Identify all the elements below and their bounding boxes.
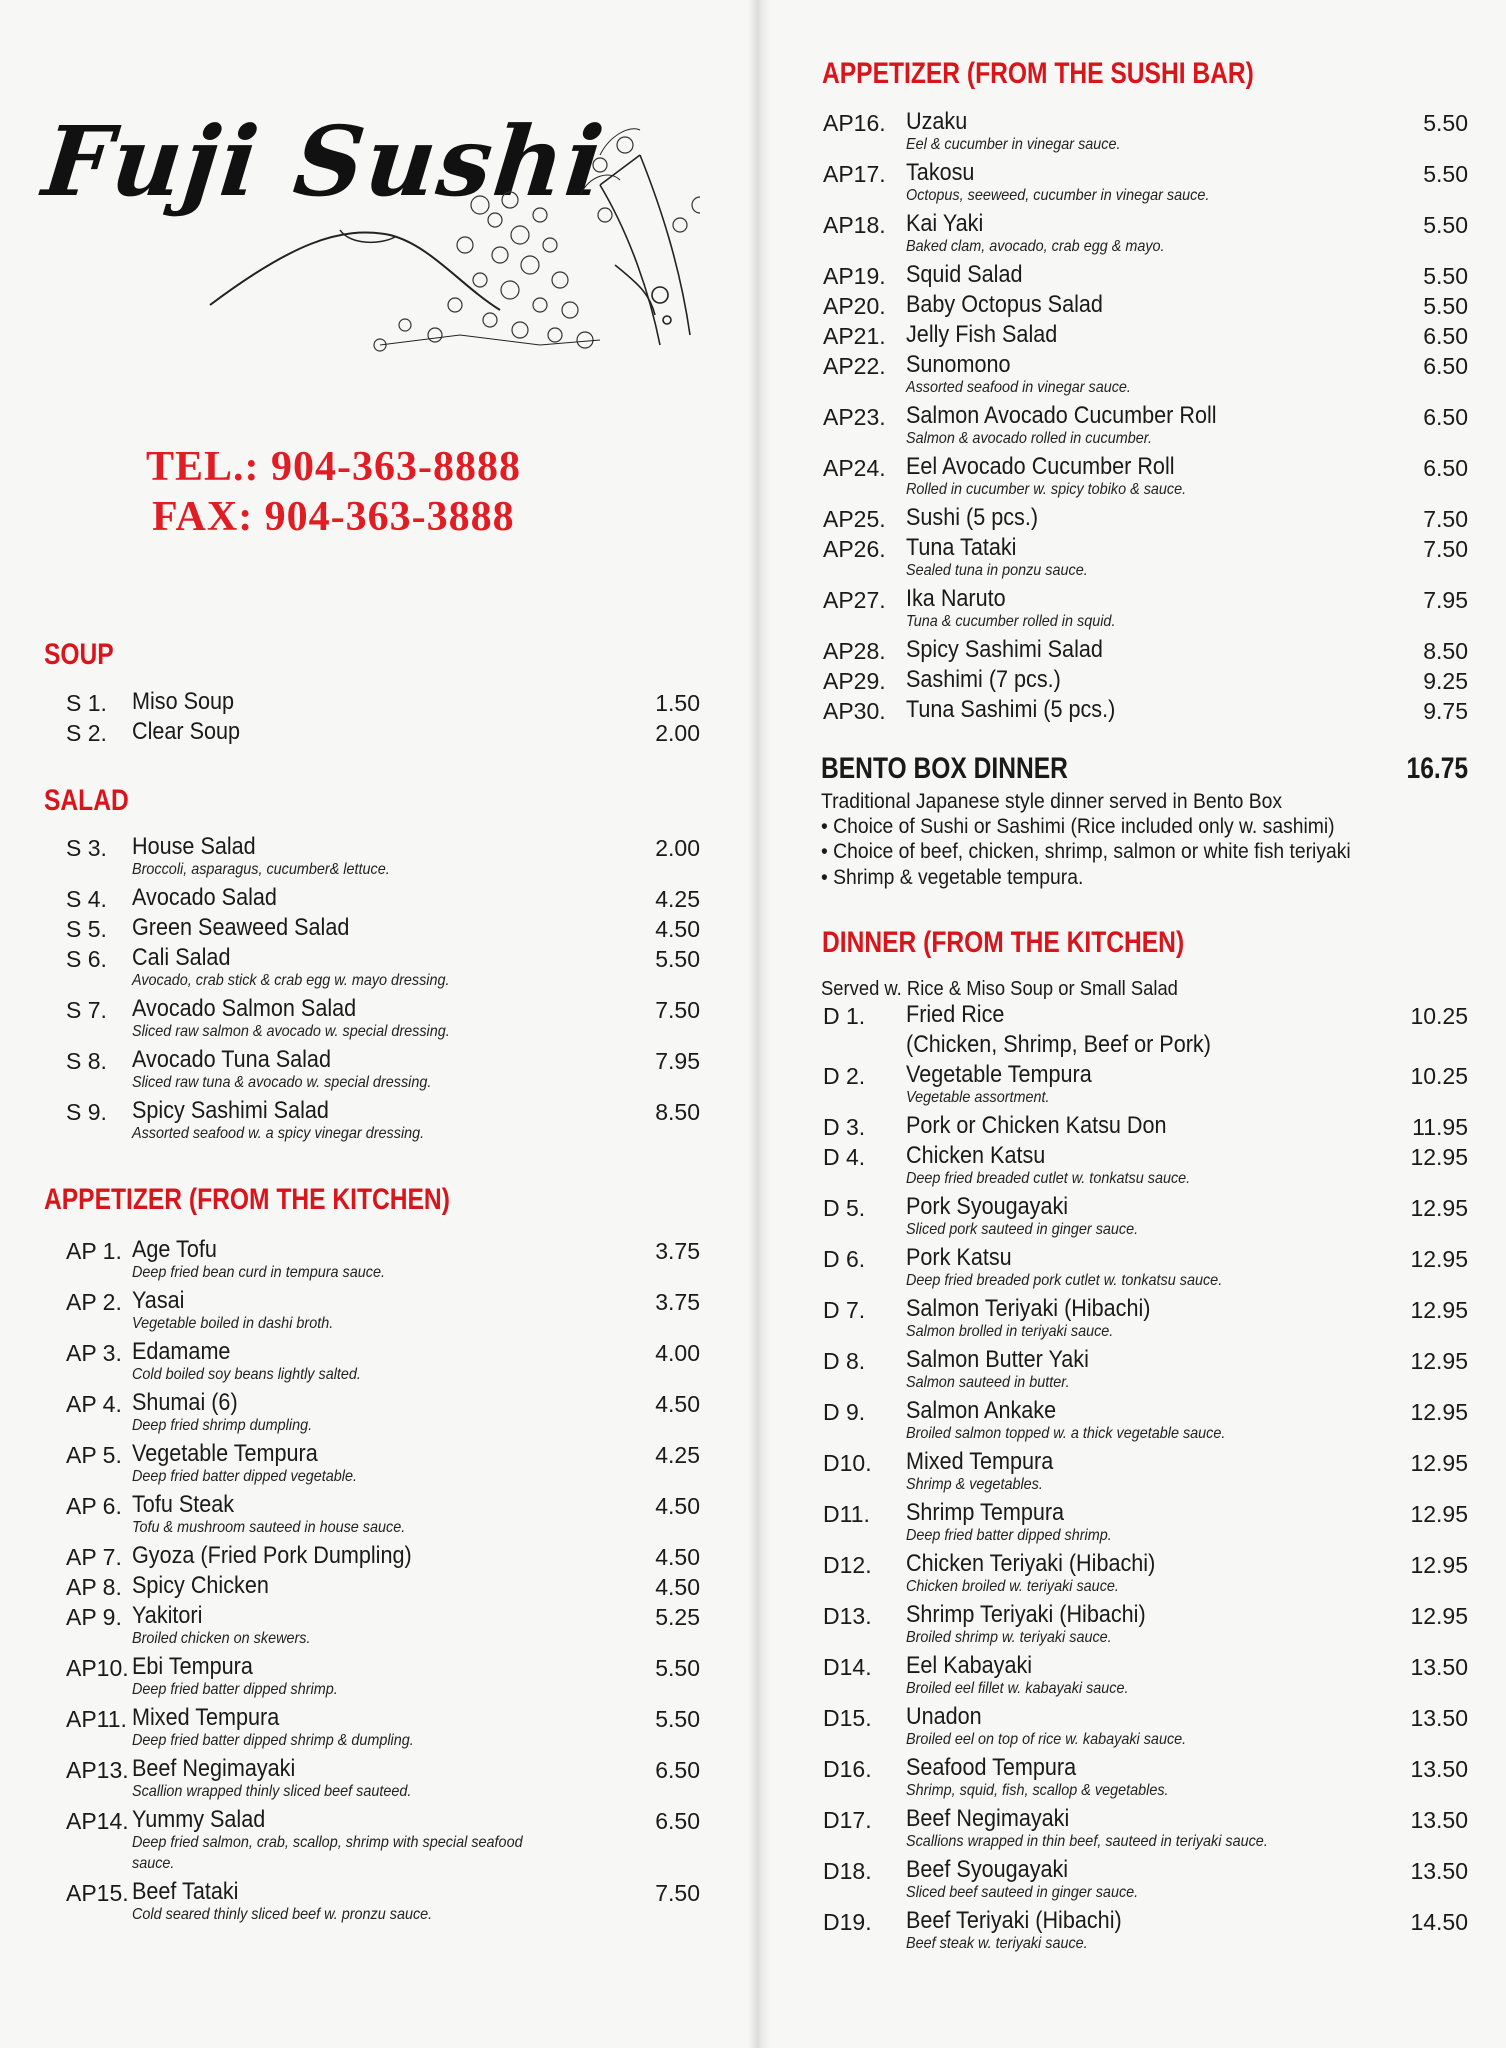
item-price: 6.50	[1423, 353, 1468, 379]
item-price: 9.25	[1423, 668, 1468, 694]
item-name: Avocado Salmon Salad	[132, 995, 357, 1022]
item-description: Deep fried batter dipped shrimp.	[906, 1527, 1112, 1544]
item-price: 6.50	[1423, 455, 1468, 481]
item-name: Shumai (6)	[132, 1389, 238, 1416]
item-code: AP 9.	[66, 1604, 122, 1630]
item-code: AP27.	[823, 587, 886, 613]
item-name: Shrimp Teriyaki (Hibachi)	[906, 1601, 1146, 1628]
item-price: 3.75	[655, 1289, 700, 1315]
item-description: Assorted seafood w. a spicy vinegar dressing.	[132, 1125, 425, 1142]
fuji-sushi-logo	[40, 95, 700, 365]
item-name: Yummy Salad	[132, 1806, 266, 1833]
bento-line: • Shrimp & vegetable tempura.	[821, 866, 1084, 889]
item-price: 12.95	[1410, 1297, 1468, 1323]
item-code: AP16.	[823, 110, 886, 136]
item-name: Age Tofu	[132, 1236, 217, 1263]
item-code: AP 3.	[66, 1340, 122, 1366]
item-code: D11.	[823, 1501, 870, 1527]
item-code: D 3.	[823, 1114, 866, 1140]
item-description: Cold boiled soy beans lightly salted.	[132, 1366, 361, 1383]
item-name: Miso Soup	[132, 688, 235, 715]
item-price: 7.50	[1423, 536, 1468, 562]
item-name: Avocado Salad	[132, 884, 277, 911]
item-code: S 3.	[66, 835, 107, 861]
item-description: Deep fried batter dipped shrimp.	[132, 1681, 338, 1698]
item-name: Pork Katsu	[906, 1244, 1012, 1271]
item-price: 14.50	[1410, 1909, 1468, 1935]
item-code: AP14.	[66, 1808, 129, 1834]
item-name: Cali Salad	[132, 944, 231, 971]
fax: FAX: 904-363-3888	[152, 494, 515, 540]
item-code: AP 1.	[66, 1238, 122, 1264]
item-name: Edamame	[132, 1338, 231, 1365]
item-name: Kai Yaki	[906, 210, 984, 237]
bento-title: BENTO BOX DINNER	[821, 752, 1068, 785]
item-name: Avocado Tuna Salad	[132, 1046, 331, 1073]
item-description: Deep fried breaded pork cutlet w. tonkatsu sauce.	[906, 1272, 1223, 1289]
item-price: 7.50	[655, 997, 700, 1023]
item-description: Shrimp & vegetables.	[906, 1476, 1043, 1493]
item-name: Vegetable Tempura	[906, 1061, 1092, 1088]
bento-line: • Choice of beef, chicken, shrimp, salmon or white fish teriyaki	[821, 840, 1351, 863]
item-name: Ika Naruto	[906, 585, 1006, 612]
item-code: AP19.	[823, 263, 886, 289]
item-description: Broiled salmon topped w. a thick vegetable sauce.	[906, 1425, 1226, 1442]
item-code: AP25.	[823, 506, 886, 532]
item-name: Baby Octopus Salad	[906, 291, 1103, 318]
item-price: 5.50	[655, 946, 700, 972]
item-price: 10.25	[1410, 1003, 1468, 1029]
bento-line: Traditional Japanese style dinner served in Bento Box	[821, 790, 1283, 813]
item-name: Spicy Sashimi Salad	[132, 1097, 329, 1124]
item-description: Beef steak w. teriyaki sauce.	[906, 1935, 1088, 1952]
item-code: AP 4.	[66, 1391, 122, 1417]
item-name: Yakitori	[132, 1602, 203, 1629]
item-name: Tuna Tataki	[906, 534, 1017, 561]
item-name: Salmon Ankake	[906, 1397, 1057, 1424]
item-code: AP15.	[66, 1880, 129, 1906]
item-description: Octopus, seeweed, cucumber in vinegar sauce.	[906, 187, 1210, 204]
item-price: 8.50	[655, 1099, 700, 1125]
item-price: 6.50	[655, 1808, 700, 1834]
item-price: 4.25	[655, 1442, 700, 1468]
item-price: 5.50	[655, 1655, 700, 1681]
item-description: Sliced pork sauteed in ginger sauce.	[906, 1221, 1139, 1238]
item-description: Baked clam, avocado, crab egg & mayo.	[906, 238, 1165, 255]
item-description: Cold seared thinly sliced beef w. pronzu sauce.	[132, 1906, 433, 1923]
item-description: Deep fried salmon, crab, scallop, shrimp with special seafood	[132, 1834, 523, 1851]
item-price: 13.50	[1410, 1654, 1468, 1680]
item-description: Deep fried batter dipped vegetable.	[132, 1468, 357, 1485]
item-code: AP13.	[66, 1757, 129, 1783]
item-price: 6.50	[655, 1757, 700, 1783]
item-code: D13.	[823, 1603, 872, 1629]
item-code: AP 8.	[66, 1574, 122, 1600]
item-price: 11.95	[1412, 1114, 1468, 1140]
item-name: Salmon Butter Yaki	[906, 1346, 1089, 1373]
item-code: S 2.	[66, 720, 107, 746]
item-code: AP 2.	[66, 1289, 122, 1315]
item-description: Rolled in cucumber w. spicy tobiko & sauce.	[906, 481, 1187, 498]
item-code: AP 5.	[66, 1442, 122, 1468]
item-code: D 6.	[823, 1246, 866, 1272]
item-code: S 4.	[66, 886, 107, 912]
item-code: AP29.	[823, 668, 886, 694]
item-description: Eel & cucumber in vinegar sauce.	[906, 136, 1121, 153]
item-description-continued: sauce.	[132, 1855, 175, 1872]
item-description: Salmon & avocado rolled in cucumber.	[906, 430, 1152, 447]
item-name: Beef Tataki	[132, 1878, 239, 1905]
item-name: Vegetable Tempura	[132, 1440, 318, 1467]
item-code: D16.	[823, 1756, 872, 1782]
item-price: 12.95	[1410, 1552, 1468, 1578]
item-code: S 5.	[66, 916, 107, 942]
item-price: 2.00	[655, 835, 700, 861]
item-name: Chicken Teriyaki (Hibachi)	[906, 1550, 1156, 1577]
item-name: Yasai	[132, 1287, 185, 1314]
item-price: 5.50	[1423, 212, 1468, 238]
item-description: Sliced beef sauteed in ginger sauce.	[906, 1884, 1139, 1901]
item-name: Salmon Avocado Cucumber Roll	[906, 402, 1217, 429]
item-name: Squid Salad	[906, 261, 1023, 288]
item-code: S 6.	[66, 946, 107, 972]
item-code: AP28.	[823, 638, 886, 664]
item-price: 1.50	[655, 690, 700, 716]
item-price: 13.50	[1410, 1756, 1468, 1782]
item-description: Sliced raw tuna & avocado w. special dressing.	[132, 1074, 432, 1091]
item-code: S 1.	[66, 690, 107, 716]
item-code: D14.	[823, 1654, 872, 1680]
item-price: 8.50	[1423, 638, 1468, 664]
item-price: 13.50	[1410, 1705, 1468, 1731]
item-name: Fried Rice	[906, 1001, 1005, 1028]
item-name: Seafood Tempura	[906, 1754, 1077, 1781]
item-description: Sliced raw salmon & avocado w. special dressing.	[132, 1023, 450, 1040]
item-description: Deep fried shrimp dumpling.	[132, 1417, 313, 1434]
item-description: Broccoli, asparagus, cucumber& lettuce.	[132, 861, 390, 878]
item-name: Ebi Tempura	[132, 1653, 253, 1680]
item-name-continued: (Chicken, Shrimp, Beef or Pork)	[906, 1031, 1211, 1058]
dinner-heading: DINNER (FROM THE KITCHEN)	[822, 926, 1185, 959]
item-code: D 4.	[823, 1144, 866, 1170]
item-code: D 9.	[823, 1399, 866, 1425]
item-code: D 5.	[823, 1195, 866, 1221]
item-description: Avocado, crab stick & crab egg w. mayo dressing.	[132, 972, 450, 989]
item-price: 10.25	[1410, 1063, 1468, 1089]
item-code: AP 7.	[66, 1544, 122, 1570]
item-description: Assorted seafood in vinegar sauce.	[906, 379, 1131, 396]
item-description: Deep fried bean curd in tempura sauce.	[132, 1264, 385, 1281]
item-price: 5.50	[1423, 263, 1468, 289]
item-code: D12.	[823, 1552, 872, 1578]
item-code: D15.	[823, 1705, 872, 1731]
item-price: 5.50	[1423, 293, 1468, 319]
appetizer-sushi-heading: APPETIZER (FROM THE SUSHI BAR)	[822, 57, 1254, 90]
item-name: Tofu Steak	[132, 1491, 235, 1518]
mount-fuji-blossom-drawing	[40, 95, 700, 365]
item-price: 4.50	[655, 1574, 700, 1600]
item-price: 4.25	[655, 886, 700, 912]
item-description: Tuna & cucumber rolled in squid.	[906, 613, 1116, 630]
item-price: 5.50	[1423, 110, 1468, 136]
item-name: Jelly Fish Salad	[906, 321, 1058, 348]
item-price: 7.95	[655, 1048, 700, 1074]
item-description: Salmon sauteed in butter.	[906, 1374, 1070, 1391]
item-price: 12.95	[1410, 1501, 1468, 1527]
item-price: 2.00	[655, 720, 700, 746]
item-code: AP24.	[823, 455, 886, 481]
item-name: Sunomono	[906, 351, 1011, 378]
item-code: AP22.	[823, 353, 886, 379]
item-description: Chicken broiled w. teriyaki sauce.	[906, 1578, 1119, 1595]
appetizer-kitchen-heading: APPETIZER (FROM THE KITCHEN)	[44, 1183, 450, 1216]
item-price: 6.50	[1423, 323, 1468, 349]
item-description: Sealed tuna in ponzu sauce.	[906, 562, 1088, 579]
item-code: S 8.	[66, 1048, 107, 1074]
item-name: Uzaku	[906, 108, 968, 135]
item-description: Broiled shrimp w. teriyaki sauce.	[906, 1629, 1112, 1646]
item-price: 7.50	[1423, 506, 1468, 532]
item-name: Beef Negimayaki	[132, 1755, 296, 1782]
item-code: AP10.	[66, 1655, 129, 1681]
item-name: Eel Avocado Cucumber Roll	[906, 453, 1175, 480]
item-price: 9.75	[1423, 698, 1468, 724]
item-price: 12.95	[1410, 1144, 1468, 1170]
item-name: Sushi (5 pcs.)	[906, 504, 1039, 531]
item-description: Salmon brolled in teriyaki sauce.	[906, 1323, 1114, 1340]
item-price: 12.95	[1410, 1348, 1468, 1374]
item-price: 3.75	[655, 1238, 700, 1264]
item-name: Beef Negimayaki	[906, 1805, 1070, 1832]
item-description: Tofu & mushroom sauteed in house sauce.	[132, 1519, 406, 1536]
item-name: Beef Syougayaki	[906, 1856, 1069, 1883]
item-price: 7.95	[1423, 587, 1468, 613]
item-code: D 8.	[823, 1348, 866, 1374]
item-description: Broiled eel on top of rice w. kabayaki sauce.	[906, 1731, 1187, 1748]
item-description: Scallions wrapped in thin beef, sauteed in teriyaki sauce.	[906, 1833, 1268, 1850]
item-price: 12.95	[1410, 1603, 1468, 1629]
salad-heading: SALAD	[44, 784, 129, 817]
item-code: AP 6.	[66, 1493, 122, 1519]
item-description: Broiled eel fillet w. kabayaki sauce.	[906, 1680, 1129, 1697]
item-code: D 7.	[823, 1297, 866, 1323]
item-price: 4.50	[655, 1544, 700, 1570]
item-name: Takosu	[906, 159, 975, 186]
item-name: Unadon	[906, 1703, 982, 1730]
item-name: Beef Teriyaki (Hibachi)	[906, 1907, 1122, 1934]
item-code: S 7.	[66, 997, 107, 1023]
item-code: AP23.	[823, 404, 886, 430]
item-code: D10.	[823, 1450, 872, 1476]
item-price: 5.25	[655, 1604, 700, 1630]
logo-text: Fuji Sushi	[38, 105, 611, 218]
item-price: 6.50	[1423, 404, 1468, 430]
item-description: Deep fried batter dipped shrimp & dumpling.	[132, 1732, 414, 1749]
item-code: AP11.	[66, 1706, 127, 1732]
item-description: Broiled chicken on skewers.	[132, 1630, 311, 1647]
item-name: Clear Soup	[132, 718, 241, 745]
item-name: Sashimi (7 pcs.)	[906, 666, 1061, 693]
item-name: House Salad	[132, 833, 256, 860]
item-code: AP18.	[823, 212, 886, 238]
item-price: 13.50	[1410, 1807, 1468, 1833]
item-code: D 2.	[823, 1063, 866, 1089]
bento-price: 16.75	[1406, 752, 1468, 785]
item-price: 12.95	[1410, 1450, 1468, 1476]
item-code: D 1.	[823, 1003, 866, 1029]
item-description: Shrimp, squid, fish, scallop & vegetables.	[906, 1782, 1169, 1799]
item-description: Vegetable boiled in dashi broth.	[132, 1315, 334, 1332]
page-fold	[748, 0, 770, 2048]
item-code: AP21.	[823, 323, 886, 349]
item-price: 12.95	[1410, 1399, 1468, 1425]
item-code: S 9.	[66, 1099, 107, 1125]
item-code: AP26.	[823, 536, 886, 562]
telephone: TEL.: 904-363-8888	[146, 444, 521, 490]
item-code: D18.	[823, 1858, 872, 1884]
item-price: 4.00	[655, 1340, 700, 1366]
dinner-served-note: Served w. Rice & Miso Soup or Small Salad	[821, 978, 1178, 1000]
item-description: Vegetable assortment.	[906, 1089, 1050, 1106]
item-name: Spicy Chicken	[132, 1572, 269, 1599]
item-name: Spicy Sashimi Salad	[906, 636, 1103, 663]
soup-heading: SOUP	[44, 638, 114, 671]
item-price: 13.50	[1410, 1858, 1468, 1884]
item-description: Scallion wrapped thinly sliced beef sauteed.	[132, 1783, 412, 1800]
item-name: Shrimp Tempura	[906, 1499, 1065, 1526]
item-price: 12.95	[1410, 1246, 1468, 1272]
item-name: Salmon Teriyaki (Hibachi)	[906, 1295, 1151, 1322]
item-name: Gyoza (Fried Pork Dumpling)	[132, 1542, 412, 1569]
item-price: 5.50	[655, 1706, 700, 1732]
item-name: Chicken Katsu	[906, 1142, 1046, 1169]
item-code: AP17.	[823, 161, 886, 187]
item-code: AP30.	[823, 698, 886, 724]
item-name: Pork Syougayaki	[906, 1193, 1069, 1220]
item-price: 4.50	[655, 916, 700, 942]
item-name: Green Seaweed Salad	[132, 914, 350, 941]
item-price: 5.50	[1423, 161, 1468, 187]
item-name: Tuna Sashimi (5 pcs.)	[906, 696, 1116, 723]
item-name: Mixed Tempura	[132, 1704, 280, 1731]
item-code: D19.	[823, 1909, 872, 1935]
item-price: 4.50	[655, 1493, 700, 1519]
item-name: Pork or Chicken Katsu Don	[906, 1112, 1167, 1139]
item-description: Deep fried breaded cutlet w. tonkatsu sauce.	[906, 1170, 1191, 1187]
item-price: 12.95	[1410, 1195, 1468, 1221]
item-code: D17.	[823, 1807, 872, 1833]
bento-line: • Choice of Sushi or Sashimi (Rice included only w. sashimi)	[821, 815, 1335, 838]
item-price: 7.50	[655, 1880, 700, 1906]
item-name: Mixed Tempura	[906, 1448, 1054, 1475]
item-name: Eel Kabayaki	[906, 1652, 1033, 1679]
item-price: 4.50	[655, 1391, 700, 1417]
item-code: AP20.	[823, 293, 886, 319]
